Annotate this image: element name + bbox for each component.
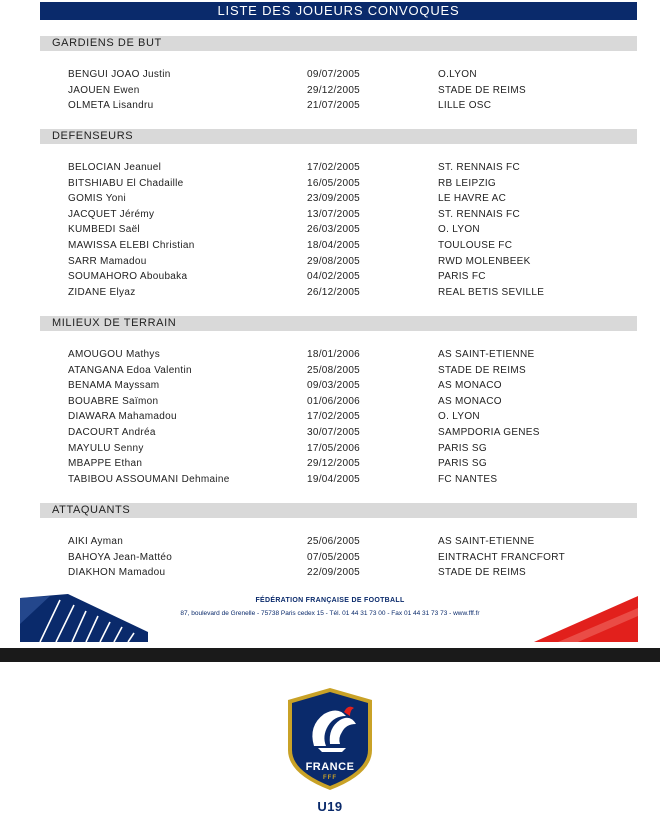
player-birthdate: 25/06/2005 (307, 536, 361, 547)
player-birthdate: 01/06/2006 (307, 395, 361, 407)
player-name: JAOUEN Ewen (68, 84, 140, 96)
player-club: STADE DE REIMS (438, 364, 526, 376)
player-row (0, 442, 660, 456)
player-birthdate: 09/07/2005 (307, 69, 361, 80)
player-name: BAHOYA Jean-Mattéo (68, 551, 173, 563)
player-name: AIKI Ayman (68, 536, 124, 547)
player-row (0, 348, 660, 362)
player-name: ZIDANE Elyaz (68, 286, 136, 298)
player-name: SOUMAHORO Aboubaka (68, 271, 188, 283)
player-birthdate: 17/05/2006 (307, 442, 361, 454)
player-club: FC NANTES (438, 473, 498, 485)
player-row (0, 255, 660, 269)
player-club: O. LYON (438, 224, 480, 236)
federation-name: FÉDÉRATION FRANÇAISE DE FOOTBALL (255, 597, 405, 604)
player-name: DIAKHON Mamadou (68, 567, 166, 579)
section-header: MILIEUX DE TERRAIN (40, 316, 637, 331)
player-club: REAL BETIS SEVILLE (438, 286, 545, 298)
player-row (0, 395, 660, 409)
player-club: STADE DE REIMS (438, 84, 526, 96)
player-birthdate: 29/12/2005 (307, 84, 361, 96)
player-club: TOULOUSE FC (438, 240, 513, 251)
player-club: SAMPDORIA GENES (438, 427, 540, 438)
player-birthdate: 18/04/2005 (307, 240, 361, 251)
player-club: ST. RENNAIS FC (438, 208, 520, 220)
player-club: LILLE OSC (438, 100, 492, 112)
section-header: GARDIENS DE BUT (40, 36, 637, 51)
player-birthdate: 07/05/2005 (307, 551, 361, 563)
player-birthdate: 30/07/2005 (307, 427, 361, 438)
player-birthdate: 13/07/2005 (307, 208, 361, 220)
player-club: PARIS FC (438, 271, 486, 283)
player-row (0, 551, 660, 565)
player-birthdate: 26/03/2005 (307, 224, 361, 236)
player-row (0, 223, 660, 237)
player-name: JACQUET Jérémy (68, 208, 155, 220)
player-row (0, 535, 660, 549)
player-name: BOUABRE Saïmon (68, 395, 159, 407)
player-row (0, 410, 660, 424)
player-birthdate: 25/08/2005 (307, 364, 361, 376)
player-club: STADE DE REIMS (438, 567, 526, 579)
player-club: RWD MOLENBEEK (438, 255, 531, 267)
section-header: ATTAQUANTS (40, 503, 637, 518)
player-row (0, 457, 660, 471)
crest-sub: FFF (323, 775, 337, 781)
player-name: MAYULU Senny (68, 442, 144, 454)
player-row (0, 473, 660, 487)
player-club: PARIS SG (438, 442, 487, 454)
player-row (0, 161, 660, 175)
player-row (0, 177, 660, 191)
page-title: LISTE DES JOUEURS CONVOQUES (40, 2, 637, 20)
federation-address: 87, boulevard de Grenelle - 75738 Paris cedex 15 - Tél. 01 44 31 73 00 - Fax 01 44 31 73 73 - www.fff.fr (180, 610, 480, 617)
player-name: AMOUGOU Mathys (68, 349, 160, 360)
player-birthdate: 18/01/2006 (307, 349, 361, 360)
player-name: ATANGANA Edoa Valentin (68, 364, 192, 376)
player-name: TABIBOU ASSOUMANI Dehmaine (68, 473, 230, 485)
player-club: AS SAINT-ETIENNE (438, 349, 535, 360)
section-header: DEFENSEURS (40, 129, 637, 144)
player-birthdate: 22/09/2005 (307, 567, 361, 579)
player-club: LE HAVRE AC (438, 193, 507, 205)
player-birthdate: 17/02/2005 (307, 411, 361, 423)
player-row (0, 286, 660, 300)
team-category: U19 (317, 799, 343, 814)
player-row (0, 426, 660, 440)
player-club: AS SAINT-ETIENNE (438, 536, 535, 547)
player-name: BENAMA Mayssam (68, 380, 160, 392)
player-birthdate: 04/02/2005 (307, 271, 361, 283)
player-row (0, 99, 660, 113)
player-row (0, 379, 660, 393)
player-name: MBAPPE Ethan (68, 458, 143, 470)
player-row (0, 364, 660, 378)
player-row (0, 84, 660, 98)
player-name: MAWISSA ELEBI Christian (68, 240, 195, 251)
player-name: GOMIS Yoni (68, 193, 127, 205)
player-birthdate: 09/03/2005 (307, 380, 361, 392)
player-row (0, 566, 660, 580)
player-birthdate: 29/08/2005 (307, 255, 361, 267)
player-row (0, 68, 660, 82)
crest-word: FRANCE (305, 761, 355, 773)
player-club: ST. RENNAIS FC (438, 162, 520, 173)
player-club: O. LYON (438, 411, 480, 423)
player-row (0, 239, 660, 253)
player-birthdate: 26/12/2005 (307, 286, 361, 298)
player-name: BELOCIAN Jeanuel (68, 162, 162, 173)
player-birthdate: 23/09/2005 (307, 193, 361, 205)
player-birthdate: 17/02/2005 (307, 162, 361, 173)
player-birthdate: 29/12/2005 (307, 458, 361, 470)
player-club: RB LEIPZIG (438, 177, 497, 189)
player-name: DIAWARA Mahamadou (68, 411, 177, 423)
player-name: BITSHIABU El Chadaille (68, 177, 184, 189)
player-row (0, 192, 660, 206)
player-name: SARR Mamadou (68, 255, 147, 267)
player-birthdate: 21/07/2005 (307, 100, 361, 112)
player-name: DACOURT Andréa (68, 427, 156, 438)
player-club: O.LYON (438, 69, 477, 80)
player-birthdate: 19/04/2005 (307, 473, 361, 485)
player-name: KUMBEDI Saël (68, 224, 140, 236)
player-name: OLMETA Lisandru (68, 100, 154, 112)
player-club: AS MONACO (438, 380, 502, 392)
player-row (0, 270, 660, 284)
player-row (0, 208, 660, 222)
player-club: EINTRACHT FRANCFORT (438, 551, 565, 563)
player-club: AS MONACO (438, 395, 502, 407)
player-club: PARIS SG (438, 458, 487, 470)
separator-band (0, 648, 660, 662)
player-birthdate: 16/05/2005 (307, 177, 361, 189)
player-name: BENGUI JOAO Justin (68, 69, 171, 80)
